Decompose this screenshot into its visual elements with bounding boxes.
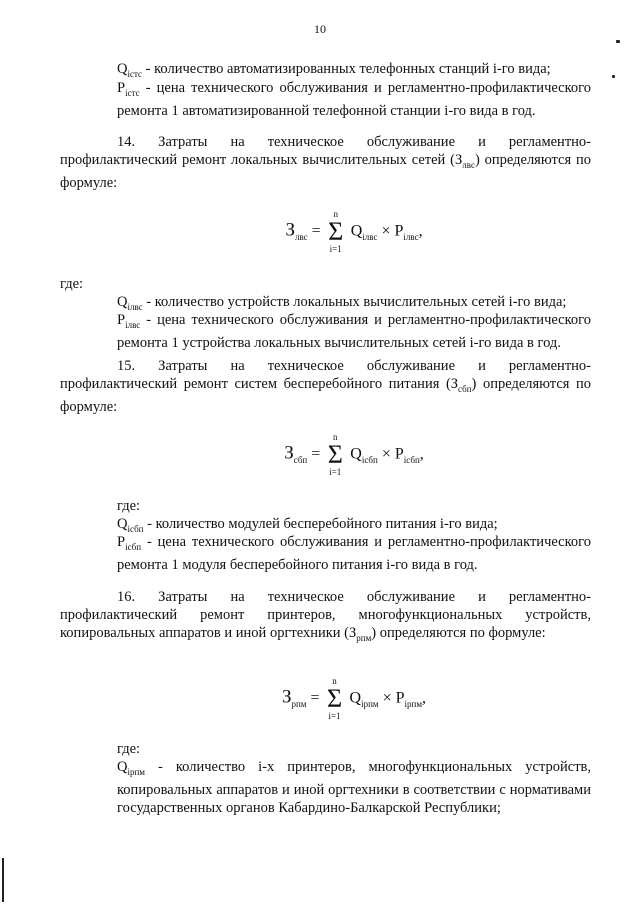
- page-number: 10: [314, 22, 326, 36]
- definition-q-lvs: $Q_{iлвс}$ - количество устройств локальных вычислительных сетей i-го вида;: [117, 294, 567, 312]
- formula-rpm: $З_{рпм}$ = n Σ i=1 $Q_{iрпм} \times P_{iрпм}$,: [281, 676, 427, 721]
- scan-dot: [616, 40, 620, 43]
- where-label-1: где:: [60, 276, 84, 292]
- definition-p-stc: $P_{iстс}$ - цена технического обслуживания и регламентно-профилактического ремонта 1 автоматизированной телефонной станции i-го вида в год.: [117, 80, 591, 119]
- formula-sbp: $З_{сбп}$ = n Σ i=1 $Q_{iсбп} \times P_{iсбп}$,: [284, 432, 424, 477]
- section-14-text: 14. Затраты на техническое обслуживание и регламентно-профилактический ремонт локальных вычислительных сетей $(З_{лвс})$ определяются по формуле:: [60, 134, 591, 191]
- section-16-text: 16. Затраты на техническое обслуживание и регламентно-профилактический ремонт принтеров, многофункциональных устройств, копировальных аппаратов и иной оргтехники $(З_{рпм})$ определяются по формуле:: [60, 589, 591, 643]
- scan-dot: [612, 75, 615, 78]
- section-15-text: 15. Затраты на техническое обслуживание и регламентно-профилактический ремонт систем бесперебойного питания $(З_{сбп})$ определяются по формуле:: [60, 358, 592, 415]
- definition-p-sbp: $P_{iсбп}$ - цена технического обслуживания и регламентно-профилактического ремонта 1 модуля бесперебойного питания i-го вида в год.: [117, 534, 591, 573]
- scan-edge-mark: [2, 858, 4, 902]
- definition-p-lvs: $P_{iлвс}$ - цена технического обслуживания и регламентно-профилактического ремонта 1 устройства локальных вычислительных сетей i-го вида в год.: [117, 312, 591, 351]
- where-label-2: где:: [117, 498, 141, 514]
- definition-q-stc: $Q_{iстс}$ - количество автоматизированных телефонных станций i-го вида;: [117, 61, 551, 79]
- definition-q-rpm: $Q_{iрпм}$ - количество i-х принтеров, многофункциональных устройств, копировальных аппаратов и иной оргтехники в соответствии с нормативами государственных органов Кабардино-Балкарской Республики;: [117, 759, 591, 816]
- where-label-3: где:: [117, 741, 141, 757]
- definition-q-sbp: $Q_{iсбп}$ - количество модулей бесперебойного питания i-го вида;: [117, 516, 498, 534]
- formula-lvs: $З_{лвс}$ = n Σ i=1 $Q_{iлвс} \times P_{iлвс}$,: [285, 209, 423, 254]
